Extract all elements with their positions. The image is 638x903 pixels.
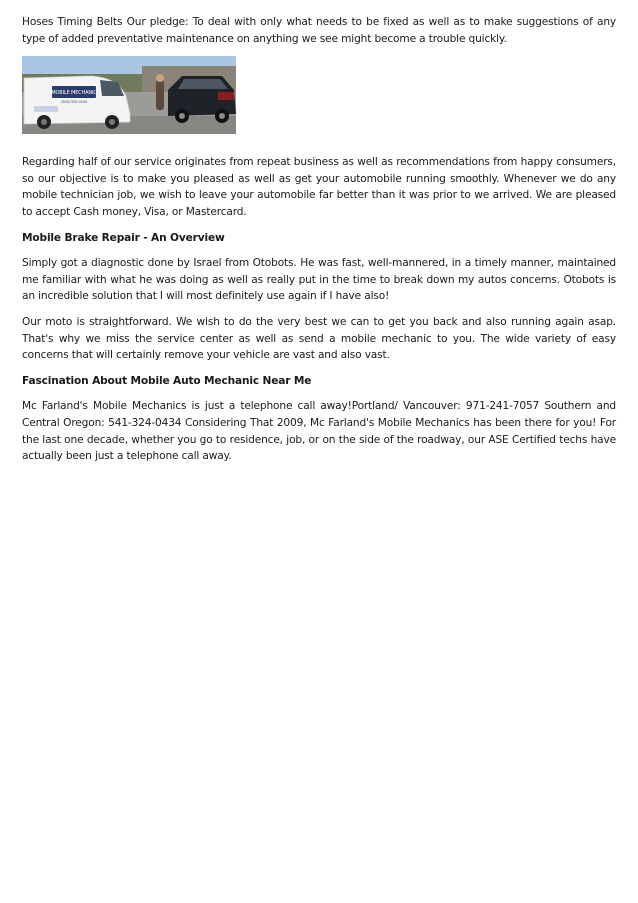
mechanic-van-photo: [22, 56, 236, 134]
service-paragraph: Regarding half of our service originates from repeat business as well as recommendations from happy consumers, so our objective is to make you pleased as well as get your automobile running smoothly. Whenever we do any mobile technician job, we wish to leave your automobile far better than it was prior to we arrived. We are pleased to accept Cash money, Visa, or Mastercard.: [22, 156, 616, 218]
section1-paragraph-2: Our moto is straightforward. We wish to do the very best we can to get you back and also running again asap. That's why we miss the service center as well as send a mobile mechanic to you. The wide variety of easy concerns that will certainly remove your vehicle are vast and also vast.: [22, 315, 616, 362]
van-logo-text: MOBILE MECHANIC: [51, 90, 97, 97]
document-page: [22, 14, 616, 474]
section-heading-brake-repair: Mobile Brake Repair - An Overview: [22, 231, 225, 244]
section2-paragraph-1: Mc Farland's Mobile Mechanics is just a telephone call away!Portland/ Vancouver: 971-241-7057 Southern and Central Oregon: 541-324-0434 Considering That 2009, Mc Farland's Mobile Mechanics has been there for you! For the last one decade, whether you go to residence, job, or on the side of the roadway, our ASE Certified techs have actually been just a telephone call away.: [22, 400, 616, 463]
intro-paragraph: Hoses Timing Belts Our pledge: To deal with only what needs to be fixed as well as to make suggestions of any type of added preventative maintenance on anything we see might become a trouble quickly.: [22, 16, 616, 45]
van-phone-text: (503) 555-0100: [60, 100, 88, 105]
section-heading-mobile-mechanic: Fascination About Mobile Auto Mechanic Near Me: [22, 374, 312, 387]
section1-paragraph-1: Simply got a diagnostic done by Israel from Otobots. He was fast, well-mannered, in a timely manner, maintained me familiar with what he was doing as well as really put in the time to break down my autos concerns. Otobots is an incredible solution that I will most definitely use again if I have also!: [22, 257, 616, 303]
